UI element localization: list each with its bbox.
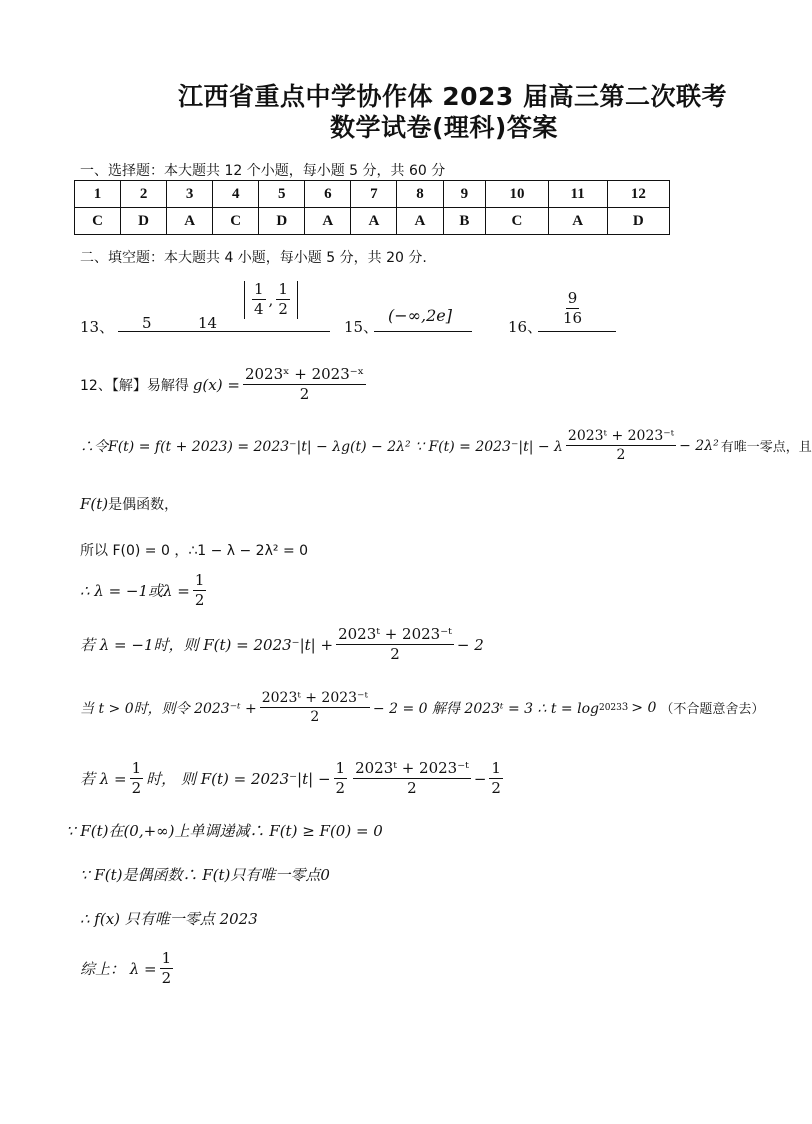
formula-text: − 2 — [456, 635, 484, 654]
formula-text: > 0 — [631, 699, 657, 716]
formula-fraction — [353, 760, 471, 798]
answer-cell: B — [443, 208, 486, 235]
solution-prefix: 12、【解】易解得 — [80, 377, 189, 394]
page-subtitle: 数学试卷(理科)答案 — [330, 113, 558, 142]
fraction-numerator: 2023ᵗ + 2023⁻ᵗ — [336, 626, 454, 645]
answer-cell: A — [548, 208, 607, 235]
formula-text: − — [473, 769, 487, 788]
answer-cell: A — [305, 208, 351, 235]
q14-frac1-denominator: 4 — [254, 300, 264, 319]
q14-answer — [244, 281, 298, 319]
q16-numerator: 9 — [566, 290, 580, 309]
solution-line-11: ∴ f(x) 只有唯一零点 2023 — [80, 910, 258, 928]
solution-text: 有唯一零点，且 — [720, 440, 812, 456]
fraction-denominator: 2 — [407, 779, 417, 798]
question-number: 5 — [259, 181, 305, 208]
fraction-numerator: 1 — [193, 572, 207, 591]
solution-line-9: ∵ F(t)在(0,+∞)上单调递减∴ F(t) ≥ F(0) = 0 — [66, 822, 383, 840]
q16-denominator: 16 — [563, 309, 583, 328]
q16-fraction — [561, 290, 584, 328]
fraction-numerator: 2023ᵗ + 2023⁻ᵗ — [353, 760, 471, 779]
formula-text: 时， 则 F(t) = 2023⁻|t| − — [146, 770, 331, 789]
answer-cell: D — [121, 208, 167, 235]
q14-fraction-2 — [276, 281, 290, 319]
question-number: 1 — [75, 181, 121, 208]
q13-answer-b: 14 — [198, 314, 218, 332]
question-number: 8 — [397, 181, 443, 208]
q13-answer-a: 5 — [142, 314, 152, 332]
answer-table — [74, 180, 670, 235]
solution-line-6 — [80, 626, 484, 664]
fraction-denominator: 2 — [616, 447, 626, 464]
formula-text: − 2λ² — [679, 437, 719, 454]
formula-fraction — [260, 690, 370, 725]
q14-separator: , — [268, 290, 274, 309]
solution-line-8 — [80, 760, 506, 798]
formula-text: ∴ λ = −1或λ = — [80, 582, 190, 601]
question-number: 7 — [351, 181, 397, 208]
question-number-row — [75, 181, 670, 208]
fraction-denominator: 2 — [161, 969, 172, 988]
solution-line-2 — [80, 428, 812, 463]
fraction-denominator: 2 — [194, 591, 205, 610]
fraction-numerator: 1 — [489, 760, 503, 779]
answer-row — [75, 208, 670, 235]
fraction-numerator: 2023ˣ + 2023⁻ˣ — [243, 366, 366, 385]
q16-label: 16、 — [508, 318, 543, 336]
formula-fraction — [566, 428, 676, 463]
q15-blank-line — [374, 331, 472, 332]
answer-cell: D — [259, 208, 305, 235]
answer-cell: C — [75, 208, 121, 235]
q14-frac2-numerator: 1 — [276, 281, 290, 300]
fraction-denominator: 2 — [335, 779, 346, 798]
q13-label: 13、 — [80, 318, 115, 336]
q13-blank-line — [118, 331, 330, 332]
solution-line-1 — [80, 366, 369, 404]
solution-line-10: ∵ F(t)是偶函数∴ F(t)只有唯一零点0 — [80, 866, 330, 884]
formula-text: F(t) — [80, 495, 109, 513]
answer-cell: A — [167, 208, 213, 235]
q15-answer: (−∞,2e] — [388, 306, 452, 325]
formula-fraction — [130, 760, 144, 798]
section1-heading: 一、选择题：本大题共 12 个小题，每小题 5 分，共 60 分 — [80, 163, 446, 179]
answer-cell: A — [397, 208, 443, 235]
solution-line-7: 当 t > 0时，则令 2023⁻ᵗ + $\frac{\text{2023ᵗ + 2023⁻ᵗ}}{2}$ − 2 = 0 解得 2023ᵗ = 3 ∴ t = log 2023 3 > 0 （不合题意舍去） — [80, 690, 765, 726]
question-number: 10 — [486, 181, 548, 208]
fraction-denominator: 2 — [131, 779, 142, 798]
formula-text: − 2 = 0 解得 2023ᵗ = 3 ∴ t = log — [372, 700, 599, 717]
solution-line-5 — [80, 572, 209, 610]
formula-text: ∴令F(t) = f(t + 2023) = 2023⁻|t| − λg(t) − 2λ² ∵ F(t) = 2023⁻|t| − λ — [80, 438, 563, 455]
fraction-denominator: 2 — [390, 645, 400, 664]
q14-frac1-numerator: 1 — [252, 281, 266, 300]
g-definition-fraction — [243, 366, 366, 404]
q14-frac2-denominator: 2 — [278, 300, 288, 319]
question-number: 11 — [548, 181, 607, 208]
formula-text: 综上： λ = — [80, 960, 157, 979]
q16-answer — [558, 290, 587, 328]
fraction-numerator: 2023ᵗ + 2023⁻ᵗ — [260, 690, 370, 708]
answer-cell: D — [607, 208, 669, 235]
answer-cell: C — [213, 208, 259, 235]
g-definition-lhs: g(x) = — [192, 375, 240, 394]
fraction-denominator: 2 — [310, 709, 320, 726]
fraction-numerator: 1 — [334, 760, 348, 779]
formula-text: 若 λ = −1时，则 F(t) = 2023⁻|t| + — [80, 636, 334, 655]
fraction-denominator: 2 — [491, 779, 501, 798]
fraction-numerator: 1 — [130, 760, 144, 779]
fraction-numerator: 1 — [160, 950, 174, 969]
question-number: 12 — [607, 181, 669, 208]
q15-label: 15、 — [344, 318, 379, 336]
formula-text: 若 λ = — [80, 770, 127, 789]
question-number: 3 — [167, 181, 213, 208]
q14-fraction-1 — [252, 281, 266, 319]
formula-fraction — [334, 760, 348, 798]
solution-text: 是偶函数， — [108, 497, 179, 513]
formula-fraction — [336, 626, 454, 664]
formula-fraction — [160, 950, 174, 988]
page-title: 江西省重点中学协作体 2023 届高三第二次联考 — [178, 82, 727, 111]
section2-heading: 二、填空题：本大题共 4 小题，每小题 5 分，共 20 分. — [80, 250, 427, 266]
solution-note: （不合题意舍去） — [660, 702, 765, 718]
formula-fraction — [193, 572, 207, 610]
answer-cell: C — [486, 208, 548, 235]
fraction-denominator: 2 — [299, 385, 310, 404]
formula-fraction — [489, 760, 503, 798]
solution-line-3 — [80, 494, 178, 514]
solution-line-12 — [80, 950, 176, 988]
answer-cell: A — [351, 208, 397, 235]
q14-interval — [244, 281, 298, 319]
question-number: 2 — [121, 181, 167, 208]
q16-blank-line — [538, 331, 616, 332]
question-number: 4 — [213, 181, 259, 208]
solution-line-4: 所以 F(0) = 0 ，∴1 − λ − 2λ² = 0 — [80, 543, 309, 559]
question-number: 9 — [443, 181, 486, 208]
fraction-numerator: 2023ᵗ + 2023⁻ᵗ — [566, 428, 676, 446]
question-number: 6 — [305, 181, 351, 208]
formula-text: 当 t > 0时，则令 2023⁻ᵗ + — [80, 700, 257, 717]
